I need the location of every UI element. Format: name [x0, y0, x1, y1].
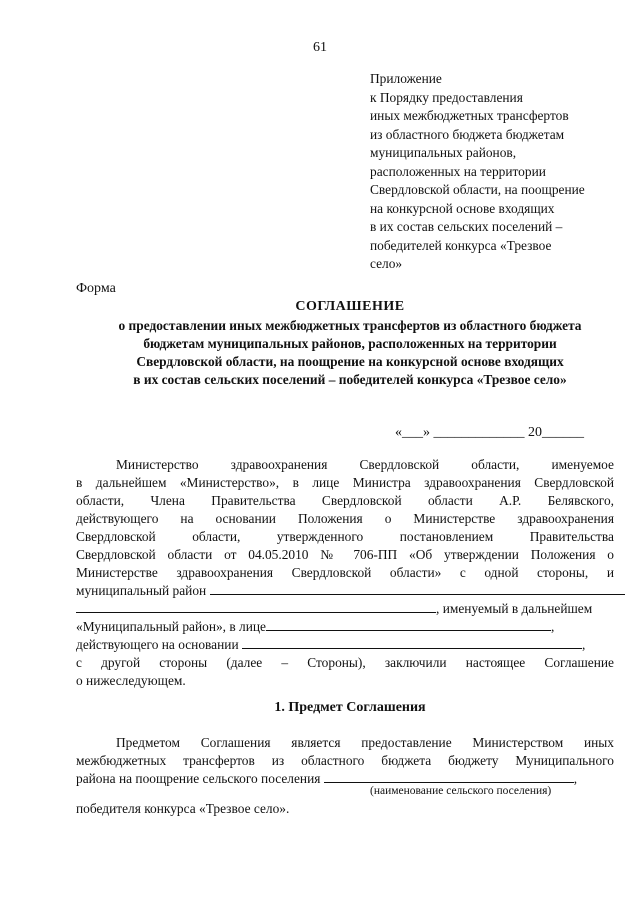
- subtitle-line: бюджетам муниципальных районов, расположенных на территории: [143, 336, 557, 351]
- appendix-line: в их состав сельских поселений –: [370, 219, 563, 234]
- preamble-line: Министерстве здравоохранения Свердловской области» с одной стороны, и: [76, 565, 614, 580]
- district-line: [76, 582, 614, 600]
- preamble-line: Министерство здравоохранения Свердловской области, именуемое: [116, 457, 614, 472]
- section-heading: 1. Предмет Соглашения: [274, 700, 426, 715]
- appendix-block: [370, 70, 632, 274]
- appendix-line: расположенных на территории: [370, 163, 546, 179]
- municipal-district-text: «Муниципальный район», в лице: [76, 619, 267, 634]
- named-hereinafter-text: , именуемый в дальнейшем: [436, 601, 593, 616]
- preamble-line: Свердловской области от 04.05.2010 № 706-ПП «Об утверждении Положения о: [76, 547, 614, 562]
- preamble-line: о нижеследующем.: [76, 673, 186, 688]
- appendix-line: из областного бюджета бюджетам: [370, 126, 565, 142]
- district-name-blank-2: [76, 600, 436, 613]
- comma-text: ,: [551, 619, 555, 634]
- comma-text: ,: [573, 771, 578, 786]
- subtitle-line: Свердловской области, на поощрение на конкурсной основе входящих: [136, 354, 564, 369]
- district-name-blank: [210, 582, 625, 595]
- appendix-line: Приложение: [370, 71, 442, 86]
- appendix-line: победителей конкурса «Трезвое: [370, 237, 552, 253]
- appendix-line: Свердловской области, на поощрение: [370, 182, 585, 197]
- district-label: муниципальный район: [76, 583, 207, 598]
- preamble-line: Свердловской области, утвержденного постановлением Правительства: [76, 529, 614, 544]
- appendix-line: на конкурсной основе входящих: [370, 200, 555, 216]
- preamble-line: действующего на основании Положения о Министерстве здравоохранения: [76, 511, 614, 526]
- district-continuation-line: [76, 600, 614, 618]
- winner-paragraph: [76, 800, 614, 818]
- page-number: 61: [313, 40, 327, 55]
- subtitle-line: в их состав сельских поселений – победителей конкурса «Трезвое село»: [133, 372, 567, 387]
- comma-text: ,: [581, 637, 586, 652]
- settlement-caption: (наименование сельского поселения): [370, 785, 552, 797]
- document-title: СОГЛАШЕНИЕ: [295, 299, 405, 314]
- preamble-line: с другой стороны (далее – Стороны), заключили настоящее Соглашение: [76, 655, 614, 670]
- subtitle-line: о предоставлении иных межбюджетных трансфертов из областного бюджета: [118, 318, 582, 333]
- date-field: «___» _____________ 20______: [395, 425, 584, 440]
- winner-line: победителя конкурса «Трезвое село».: [76, 801, 290, 816]
- section1-line: Предметом Соглашения является предоставление Министерством иных: [116, 735, 614, 750]
- representative-line: [76, 618, 614, 636]
- preamble-paragraph: [76, 456, 614, 690]
- preamble-line: области, Члена Правительства Свердловской области А.Р. Белявского,: [76, 493, 614, 508]
- appendix-line: к Порядку предоставления: [370, 89, 523, 105]
- preamble-line: в дальнейшем «Министерство», в лице Министра здравоохранения Свердловской: [76, 475, 614, 490]
- acting-basis-blank: [242, 636, 582, 649]
- appendix-line: муниципальных районов,: [370, 145, 517, 160]
- section1-paragraph: [76, 734, 614, 788]
- representative-blank: [266, 618, 551, 631]
- document-subtitle: [60, 317, 640, 389]
- acting-basis-line: [76, 636, 614, 654]
- district-promo-text: района на поощрение сельского поселения: [76, 771, 321, 786]
- appendix-line: село»: [370, 256, 403, 271]
- settlement-name-blank: [324, 770, 574, 783]
- acting-basis-text: действующего на основании: [76, 637, 239, 652]
- form-label: Форма: [76, 281, 116, 296]
- appendix-line: иных межбюджетных трансфертов: [370, 108, 569, 123]
- section1-line: межбюджетных трансфертов из областного бюджета бюджету Муниципального: [76, 753, 614, 768]
